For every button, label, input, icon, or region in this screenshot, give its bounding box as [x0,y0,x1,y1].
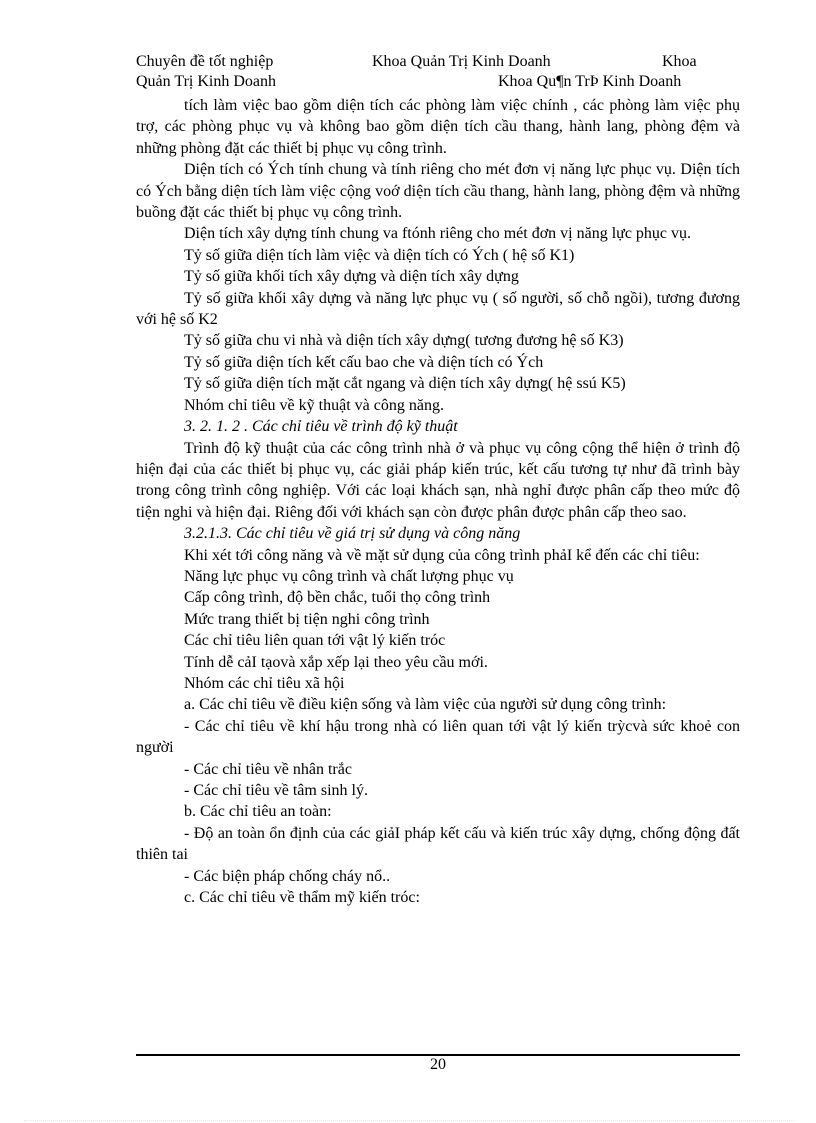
paragraph: b. Các chỉ tiêu an toàn: [184,803,332,821]
paragraph: - Các chỉ tiêu về khí hậu trong nhà có liên quan tới vật lý kiến trỳcvà sức khoẻ con người [136,717,740,757]
section-heading: Nhóm chỉ tiêu về kỹ thuật và công năng. [184,396,444,414]
list-item: Tỷ số giữa diện tích kết cấu bao che và diện tích có Ých [184,353,544,371]
paragraph: - Độ an toàn ổn định của các giảI pháp kết cấu và kiến trúc xây dựng, chống động đất thiên tai [136,824,740,864]
paragraph: Diện tích xây dựng tính chung va ftónh riêng cho mét đơn vị năng lực phục vụ. [184,225,692,243]
list-item: Tỷ số giữa diện tích mặt cắt ngang và diện tích xây dựng( hệ ssú K5) [184,375,626,393]
section-heading: Nhóm các chỉ tiêu xã hội [184,674,345,692]
paragraph: c. Các chỉ tiêu về thẩm mỹ kiến tróc: [184,889,420,907]
list-item: Tỷ số giữa khối tích xây dựng và diện tích xây dựng [184,268,519,286]
header-right-2: Khoa Qu¶n TrÞ Kinh Doanh [498,73,682,90]
list-item: - Các chỉ tiêu về nhân trắc [184,760,352,778]
list-item: Các chỉ tiêu liên quan tới vật lý kiến tróc [184,632,446,650]
paragraph: Khi xét tới công năng và về mặt sử dụng của công trình phảI kể đến các chỉ tiêu: [184,546,700,564]
list-item: Tính dễ cảI tạovà xắp xếp lại theo yêu cầu mới. [184,653,488,671]
list-item: Tỷ số giữa chu vi nhà và diện tích xây dựng( tương đương hệ số K3) [184,332,624,350]
header-left-2: Quản Trị Kinh Doanh [136,73,277,90]
paragraph: a. Các chỉ tiêu về điều kiện sống và làm việc của người sử dụng công trình: [184,696,667,714]
list-item: Tỷ số giữa diện tích làm việc và diện tích có Ých ( hệ số K1) [184,246,575,264]
paragraph: Diện tích có Ých tính chung và tính riêng cho mét đơn vị năng lực phục vụ. Diện tích có Ých bằng diện tích làm việc cộng voớ diện tích cầu thang, hành lang, phòng đệm và những buồng đặt các thiết bị phục vụ công trình. [136,161,740,222]
paragraph: tích làm việc bao gồm diện tích các phòng làm việc chính , các phòng làm việc phụ trợ, các phòng phục vụ và không bao gồm diện tích cầu thang, hành lang, phòng đệm và những phòng đặt các thiết bị phục vụ công trình. [136,97,740,157]
list-item: - Các chỉ tiêu về tâm sinh lý. [184,782,368,799]
list-item: Mức trang thiết bị tiện nghi công trình [184,610,430,628]
document-body [136,95,740,908]
list-item: Năng lực phục vụ công trình và chất lượng phục vụ [184,567,514,585]
list-item: - Các biện pháp chống cháy nổ.. [184,867,391,885]
page-number: 20 [430,1056,446,1073]
header-left-1: Chuyên đề tốt nghiệp [136,53,274,70]
paragraph: Trình độ kỹ thuật của các công trình nhà ở và phục vụ công cộng thể hiện ở trình độ hiện đại của các thiết bị phục vụ, các giải pháp kiến trúc, kết cấu tương tự như đã trình bày trong công trình công nghiệp. Với các loại khách sạn, nhà nghỉ được phân cấp theo mức độ tiện nghi và hiện đại. Riêng đối với khách sạn còn được phân được phân cấp theo sao. [136,439,740,521]
list-item: Tỷ số giữa khối xây dựng và năng lực phục vụ ( số người, số chỗ ngồi), tương đương với hệ số K2 [136,289,740,329]
header-center-1: Khoa Quản Trị Kinh Doanh [372,53,551,70]
subsection-heading: 3.2.1.3. Các chỉ tiêu về giá trị sử dụng và công năng [184,525,521,543]
list-item: Cấp công trình, độ bền chắc, tuổi thọ công trình [184,589,491,607]
page-edge [24,1120,794,1121]
subsection-heading: 3. 2. 1. 2 . Các chỉ tiêu về trình độ kỹ thuật [184,418,458,436]
header-right-1: Khoa [662,53,697,70]
